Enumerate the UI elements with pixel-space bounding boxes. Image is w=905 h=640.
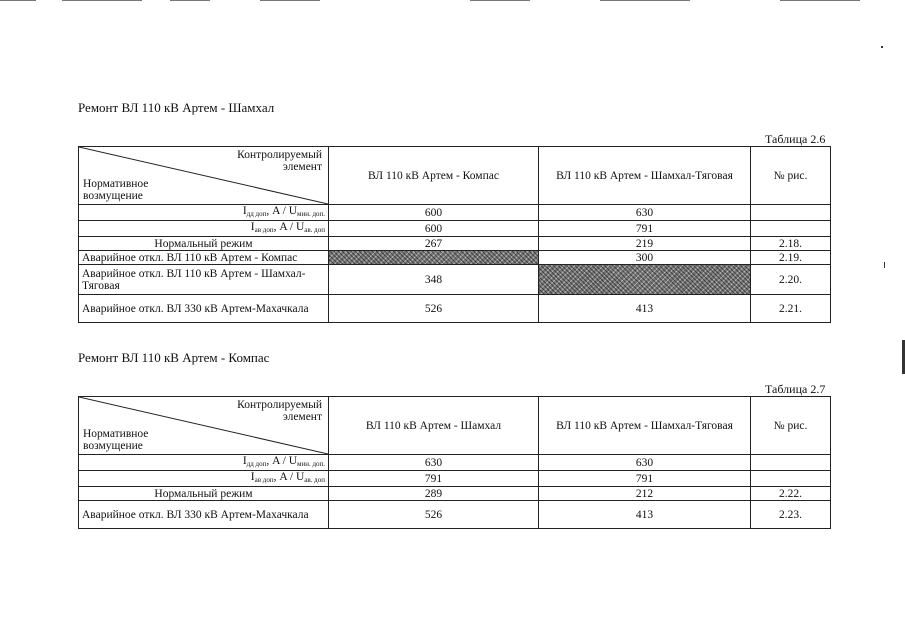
limit-value: 630 (329, 455, 539, 471)
row-label: Аварийное откл. ВЛ 330 кВ Артем-Махачкала (79, 295, 329, 323)
column-header: ВЛ 110 кВ Артем - Шамхал-Тяговая (539, 147, 751, 205)
column-header: ВЛ 110 кВ Артем - Шамхал (329, 397, 539, 455)
table-row (79, 487, 831, 501)
controlled-element-label (237, 399, 322, 423)
limit-row (79, 205, 831, 221)
header-text: элемент (282, 411, 322, 423)
table-header-row (79, 147, 831, 205)
header-text: возмущение (83, 190, 143, 202)
row-label: Аварийное откл. ВЛ 110 кВ Артем - Компас (79, 251, 329, 265)
scan-edge-line (470, 0, 530, 1)
scan-edge-line (780, 0, 860, 1)
table-row (79, 295, 831, 323)
limit-label: $I_{ав доп}$, A / $U_{ав. доп}$ (79, 221, 329, 237)
empty-cell (751, 205, 831, 221)
empty-cell (751, 455, 831, 471)
header-diagonal-cell (79, 147, 329, 205)
header-text: Контролируемый (237, 399, 322, 411)
table-row (79, 251, 831, 265)
value-cell: 289 (329, 487, 539, 501)
limit-row (79, 455, 831, 471)
value-cell: 413 (539, 295, 751, 323)
shaded-cell (539, 265, 751, 295)
limit-value: 791 (329, 471, 539, 487)
figure-number: 2.20. (751, 265, 831, 295)
header-text: Нормативное (83, 428, 149, 440)
row-label: Нормальный режим (79, 487, 329, 501)
column-header: № рис. (751, 147, 831, 205)
table-row (79, 265, 831, 295)
scan-edge-line (600, 0, 690, 1)
value-cell: 413 (539, 501, 751, 529)
table-caption: Таблица 2.6 (765, 132, 826, 146)
shaded-cell (329, 251, 539, 265)
header-diagonal-cell (79, 397, 329, 455)
limit-row (79, 471, 831, 487)
limit-value: 791 (539, 221, 751, 237)
data-table (78, 396, 831, 529)
row-label: Нормальный режим (79, 237, 329, 251)
scan-edge-line (170, 0, 210, 1)
row-label: Аварийное откл. ВЛ 110 кВ Артем - Шамхал-Тяговая (79, 265, 329, 295)
limit-label: $I_{дд доп}$, A / $U_{мин. доп.}$ (79, 455, 329, 471)
header-text: элемент (282, 161, 322, 173)
empty-cell (751, 471, 831, 487)
section-title: Ремонт ВЛ 110 кВ Артем - Шамхал (78, 100, 275, 115)
empty-cell (751, 221, 831, 237)
controlled-element-label (237, 149, 322, 173)
table-row (79, 501, 831, 529)
limit-value: 791 (539, 471, 751, 487)
value-cell: 300 (539, 251, 751, 265)
scan-speck (884, 262, 885, 268)
disturbance-label (83, 428, 148, 452)
scan-edge-line (62, 0, 142, 1)
figure-number: 2.21. (751, 295, 831, 323)
figure-number: 2.23. (751, 501, 831, 529)
value-cell: 348 (329, 265, 539, 295)
column-header: ВЛ 110 кВ Артем - Шамхал-Тяговая (539, 397, 751, 455)
table-row (79, 237, 831, 251)
scan-speck (881, 46, 883, 48)
figure-number: 2.22. (751, 487, 831, 501)
column-header: ВЛ 110 кВ Артем - Компас (329, 147, 539, 205)
row-label: Аварийное откл. ВЛ 330 кВ Артем-Махачкала (79, 501, 329, 529)
limit-value: 630 (539, 205, 751, 221)
value-cell: 526 (329, 295, 539, 323)
figure-number: 2.19. (751, 251, 831, 265)
figure-number: 2.18. (751, 237, 831, 251)
header-text: Нормативное (83, 178, 149, 190)
header-text: Контролируемый (237, 149, 322, 161)
scan-edge-line (0, 0, 36, 1)
limit-value: 630 (539, 455, 751, 471)
disturbance-label (83, 178, 148, 202)
value-cell: 526 (329, 501, 539, 529)
table-caption: Таблица 2.7 (765, 382, 826, 396)
scan-edge-line (260, 0, 320, 1)
value-cell: 219 (539, 237, 751, 251)
value-cell: 212 (539, 487, 751, 501)
limit-row (79, 221, 831, 237)
table-header-row (79, 397, 831, 455)
limit-label: $I_{дд доп}$, A / $U_{мин. доп.}$ (79, 205, 329, 221)
section-title: Ремонт ВЛ 110 кВ Артем - Компас (78, 350, 270, 365)
column-header: № рис. (751, 397, 831, 455)
data-table (78, 146, 831, 323)
limit-label: $I_{ав доп}$, A / $U_{ав. доп}$ (79, 471, 329, 487)
limit-value: 600 (329, 221, 539, 237)
limit-value: 600 (329, 205, 539, 221)
header-text: возмущение (83, 440, 143, 452)
value-cell: 267 (329, 237, 539, 251)
